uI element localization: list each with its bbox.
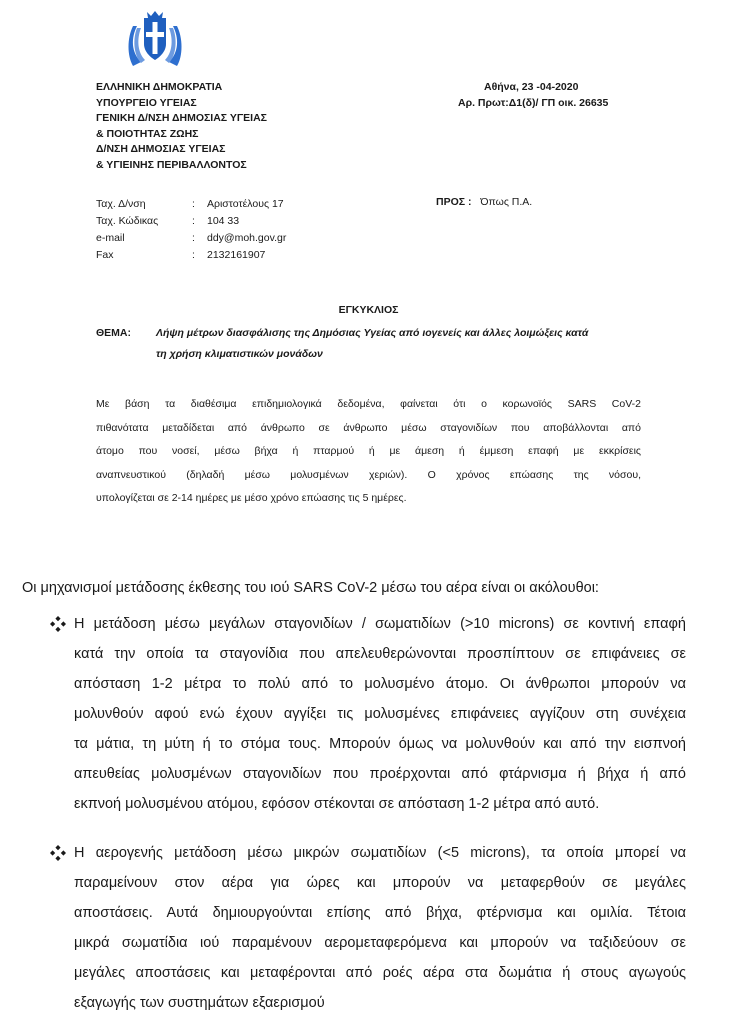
contact-email-value[interactable]: ddy@moh.gov.gr: [207, 232, 287, 244]
bullet-line: παραμείνουν στον αέρα για ώρες και μπορούν να μεταφερθούν σε μεγάλες: [74, 875, 686, 891]
contact-separator: :: [192, 232, 195, 244]
contact-label: Fax: [96, 249, 114, 261]
recipient-block: [436, 196, 532, 208]
recipient-label: ΠΡΟΣ :: [436, 196, 472, 208]
bullet-line: μικρά σωματίδια ιού παραμένουν αερομεταφερόμενα και μπορούν να ταξιδεύουν σε: [74, 935, 686, 951]
date-line: Αθήνα, 23 -04-2020: [484, 81, 579, 93]
bullet-line: κατά την οποία τα σταγονίδια που απελευθερώνονται προσπίπτουν σε επιφάνειες σε: [74, 646, 686, 662]
issuer-line: Δ/ΝΣΗ ΔΗΜΟΣΙΑΣ ΥΓΕΙΑΣ: [96, 143, 226, 155]
bullet-line: Η αερογενής μετάδοση μέσω μικρών σωματιδίων (<5 microns), τα οποία μπορεί να: [74, 845, 686, 861]
protocol-line: Αρ. Πρωτ:Δ1(δ)/ ΓΠ οικ. 26635: [458, 96, 609, 109]
issuer-line: ΥΠΟΥΡΓΕΙΟ ΥΓΕΙΑΣ: [96, 96, 197, 109]
bullet-line: τα μάτια, τη μύτη ή το στόμα τους. Μπορούν όμως να μολυνθούν και από την εισπνοή: [74, 736, 686, 752]
contact-label: Ταχ. Δ/νση: [96, 198, 146, 210]
date-protocol-block: [458, 80, 608, 111]
contact-value: Αριστοτέλους 17: [207, 198, 284, 210]
paragraph-line: αναπνευστικού (δηλαδή μέσω μολυσμένων χεριών). Ο χρόνος επώασης της νόσου,: [96, 468, 641, 481]
greek-coat-of-arms-icon: [127, 8, 183, 70]
issuer-line: & ΠΟΙΟΤΗΤΑΣ ΖΩΗΣ: [96, 127, 199, 140]
issuer-line: ΓΕΝΙΚΗ Δ/ΝΣΗ ΔΗΜΟΣΙΑΣ ΥΓΕΙΑΣ: [96, 112, 267, 124]
circular-heading: ΕΓΚΥΚΛΙΟΣ: [338, 304, 399, 316]
subject-label: ΘΕΜΑ:: [96, 327, 131, 339]
bullet-line: απόσταση 1-2 μέτρα το πολύ από το μολυσμένο άτομο. Οι άνθρωποι μπορούν να: [74, 676, 686, 692]
paragraph-line: πιθανότατα μεταδίδεται από άνθρωπο σε άνθρωπο μέσω σταγονιδίων που αποβάλλονται από: [96, 421, 641, 434]
contact-details: [96, 196, 286, 264]
bullet-line: εξαγωγής των συστημάτων εξαερισμού: [74, 995, 325, 1011]
contact-value: 2132161907: [207, 249, 266, 261]
contact-separator: :: [192, 249, 195, 261]
contact-label: e-mail: [96, 232, 125, 244]
paragraph-line: άτομο που νοσεί, μέσω βήχα ή πταρμού ή με άμεση ή έμμεση επαφή με εκκρίσεις: [96, 445, 641, 457]
paragraph-line: υπολογίζεται σε 2-14 ημέρες με μέσο χρόνο επώασης τις 5 ημέρες.: [96, 492, 407, 504]
bullet-line: μολυνθούν αφού ενώ έχουν αγγίξει τις μολυσμένες επιφάνειες αγγίζουν στη συνέχεια: [74, 706, 686, 722]
bullet-line: μεγάλες αποστάσεις και μεταφέρονται από ροές αέρα στα δωμάτια ή στους αγωγούς: [74, 965, 686, 981]
subject-text-line: τη χρήση κλιματιστικών μονάδων: [156, 348, 323, 360]
bullet-line: Η μετάδοση μέσω μεγάλων σταγονιδίων / σωματιδίων (>10 microns) σε κοντινή επαφή: [74, 616, 686, 632]
issuer-line: ΕΛΛΗΝΙΚΗ ΔΗΜΟΚΡΑΤΙΑ: [96, 81, 223, 93]
four-diamond-bullet-icon: [48, 838, 68, 868]
contact-row: [96, 230, 286, 247]
subject-text-line: Λήψη μέτρων διασφάλισης της Δημόσιας Υγείας από ιογενείς και άλλες λοιμώξεις κατά: [156, 327, 589, 339]
intro-paragraph: [96, 393, 641, 511]
recipient-value: Όπως Π.Α.: [480, 196, 533, 208]
contact-row: [96, 213, 286, 230]
bullet-line: αποστάσεις. Αυτά δημιουργούνται επίσης από βήχα, φτέρνισμα και ομιλία. Τέτοια: [74, 905, 686, 921]
contact-label: Ταχ. Κώδικας: [96, 215, 159, 227]
issuer-line: & ΥΓΙΕΙΝΗΣ ΠΕΡΙΒΑΛΛΟΝΤΟΣ: [96, 158, 247, 171]
issuer-block: [96, 80, 267, 173]
bullet-line: απευθείας μολυσμένων σταγονιδίων που προέρχονται από φτάρνισμα ή βήχα ή από: [74, 766, 686, 782]
contact-value: 104 33: [207, 215, 240, 227]
bullet-line: εκπνοή μολυσμένου ατόμου, εφόσον στέκονται σε απόσταση 1-2 μέτρα από αυτό.: [74, 796, 600, 812]
contact-row: [96, 196, 286, 213]
paragraph-line: Με βάση τα διαθέσιμα επιδημιολογικά δεδομένα, φαίνεται ότι ο κορωνοϊός SARS CoV-2: [96, 398, 641, 410]
contact-separator: :: [192, 198, 195, 210]
subject-block: [96, 323, 588, 365]
contact-row: [96, 247, 286, 264]
four-diamond-bullet-icon: [48, 609, 68, 639]
contact-separator: :: [192, 215, 195, 227]
mechanisms-intro: Οι μηχανισμοί μετάδοσης έκθεσης του ιού SARS CoV-2 μέσω του αέρα είναι οι ακόλουθοι:: [22, 580, 599, 596]
